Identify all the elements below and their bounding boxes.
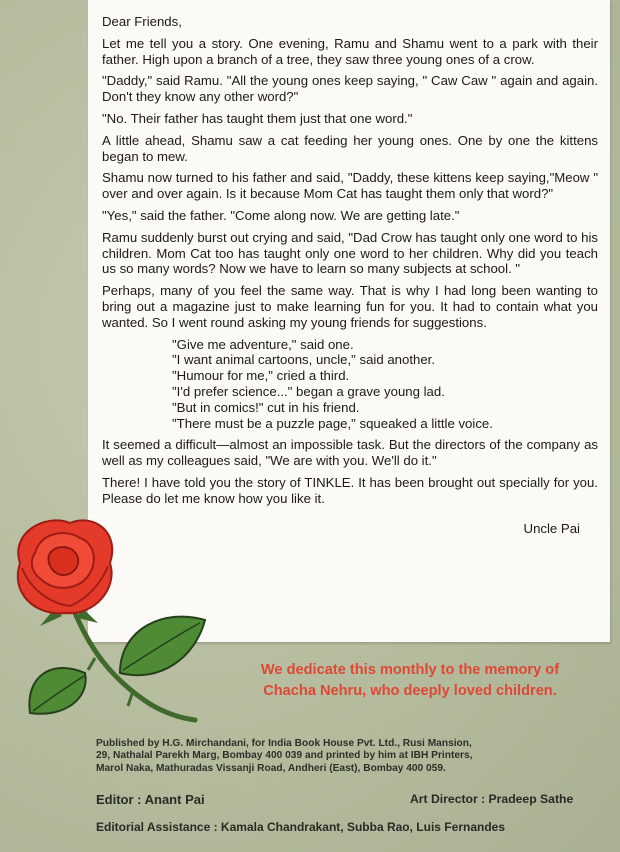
letter-paragraph: Let me tell you a story. One evening, Ramu and Shamu went to a park with their father. High upon a branch of a tree, they saw three young ones of a crow. <box>102 35 598 67</box>
letter-paragraph: There! I have told you the story of TINKLE. It has been brought out specially for you. Please do let me know how you like it. <box>102 474 598 506</box>
letter-paragraph: A little ahead, Shamu saw a cat feeding her young ones. One by one the kittens began to mew. <box>102 132 598 164</box>
letter-paragraph: It seemed a difficult—almost an impossible task. But the directors of the company as well as my colleagues said, "We are with you. We'll do it." <box>102 437 598 469</box>
dedication-text <box>205 660 615 702</box>
editorial-assistance-credit: Editorial Assistance : Kamala Chandrakant, Subba Rao, Luis Fernandes <box>96 820 505 834</box>
dedication-line-2: Chacha Nehru, who deeply loved children. <box>263 683 557 699</box>
publisher-line-1: Published by H.G. Mirchandani, for India Book House Pvt. Ltd., Rusi Mansion, <box>96 738 472 749</box>
quote-line: "Humour for me," cried a third. <box>172 368 350 384</box>
rose-illustration <box>0 508 215 728</box>
letter-paragraph: "Daddy," said Ramu. "All the young ones keep saying, " Caw Caw " again and again. Don't they know any other word?" <box>102 73 598 105</box>
quote-line: "I want animal cartoons, uncle," said another. <box>172 352 436 368</box>
letter-greeting: Dear Friends, <box>102 14 182 29</box>
quote-line: "Give me adventure," said one. <box>172 336 354 352</box>
quote-line: "There must be a puzzle page," squeaked a little voice. <box>172 415 493 431</box>
publisher-line-3: Marol Naka, Mathuradas Vissanji Road, Andheri (East), Bombay 400 059. <box>96 762 446 774</box>
letter-paragraph: "Yes," said the father. "Come along now. We are getting late." <box>102 207 460 223</box>
suggestion-quotes <box>102 337 598 432</box>
quote-line: "I'd prefer science..." began a grave young lad. <box>172 383 445 399</box>
art-director-credit: Art Director : Pradeep Sathe <box>410 792 574 806</box>
quote-line: "But in comics!" cut in his friend. <box>172 399 360 415</box>
publisher-line-2: 29, Nathalal Parekh Marg, Bombay 400 039 and printed by him at IBH Printers, <box>96 750 473 762</box>
letter-paragraph: Perhaps, many of you feel the same way. That is why I had long been wanting to bring out a magazine just to make learning fun for you. It had to contain what you wanted. So I went round asking my young friends for suggestions. <box>102 283 598 330</box>
editor-credit: Editor : Anant Pai <box>96 792 205 807</box>
letter-body <box>102 14 598 536</box>
dedication-line-1: We dedicate this monthly to the memory of <box>260 662 560 678</box>
letter-paragraph: "No. Their father has taught them just that one word." <box>102 110 413 126</box>
letter-signature: Uncle Pai <box>523 520 580 536</box>
letter-paragraph: Ramu suddenly burst out crying and said, "Dad Crow has taught only one word to his children. Mom Cat too has taught only one word to her children. Why did you teach us so many words? Now we have to learn so many subjects at school. " <box>102 229 598 277</box>
publisher-info <box>96 738 596 775</box>
letter-paragraph: Shamu now turned to his father and said, "Daddy, these kittens keep saying,"Meow " over and over again. Is it because Mom Cat has taught them only that word?" <box>102 170 598 202</box>
